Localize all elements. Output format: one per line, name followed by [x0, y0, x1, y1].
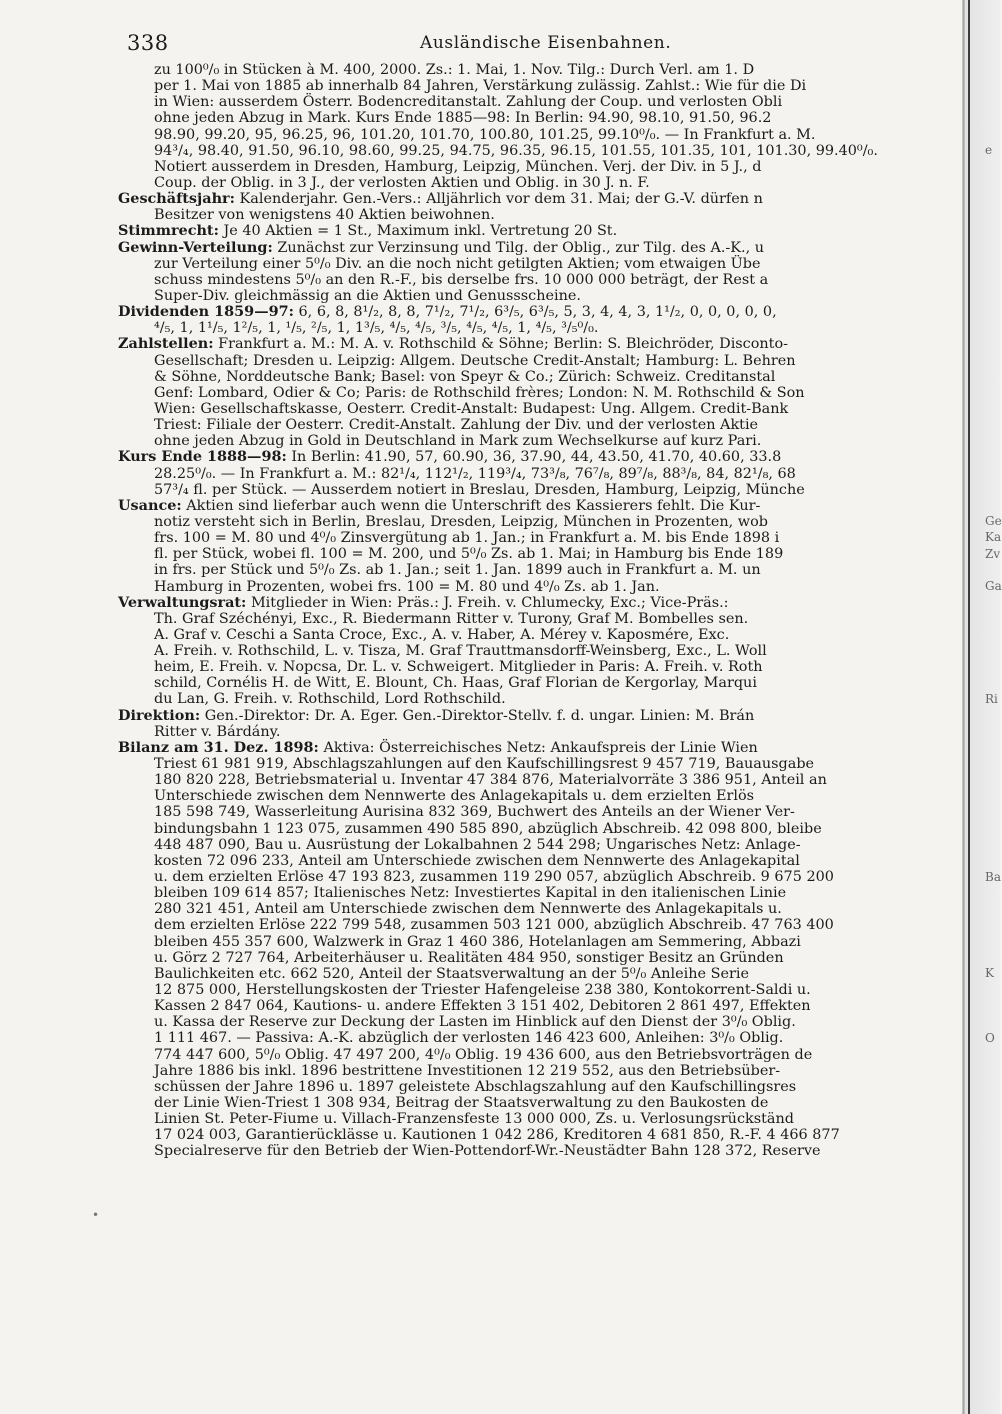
section-keyword: Kurs Ende 1888—98:	[118, 448, 287, 466]
line-text: 94³/₄, 98.40, 91.50, 96.10, 98.60, 99.25, 94.75, 96.35, 96.15, 101.55, 101.35, 101, 101.30, 99.40⁰/₀.	[154, 142, 878, 159]
text-line	[118, 385, 962, 401]
text-line	[118, 950, 962, 966]
text-line	[118, 804, 962, 820]
margin-fragment: O	[985, 1031, 995, 1045]
line-text: Aktiva: Österreichisches Netz: Ankaufspreis der Linie Wien	[318, 739, 758, 756]
line-text: 448 487 090, Bau u. Ausrüstung der Lokalbahnen 2 544 298; Ungarisches Netz: Anlage-	[154, 836, 801, 853]
text-line	[118, 595, 962, 611]
line-text: bleiben 109 614 857; Italienisches Netz: Investiertes Kapital in den italienischen Linie	[154, 885, 787, 902]
text-line	[118, 272, 962, 288]
line-text: Notiert ausserdem in Dresden, Hamburg, Leipzig, München. Verj. der Div. in 5 J., d	[154, 158, 762, 175]
section-keyword: Zahlstellen:	[118, 335, 214, 353]
line-text: Aktien sind lieferbar auch wenn die Unterschrift des Kassierers fehlt. Die Kur-	[181, 497, 761, 514]
margin-fragment: Ka	[985, 530, 1002, 545]
text-line	[118, 256, 962, 272]
text-line	[118, 482, 962, 498]
text-line	[118, 901, 962, 917]
text-line	[118, 433, 962, 449]
text-line	[118, 611, 962, 627]
line-text: schuss mindestens 5⁰/₀ an den R.-F., bis derselbe frs. 10 000 000 beträgt, der Rest a	[154, 271, 769, 288]
margin-fragment: e	[985, 142, 993, 157]
section-keyword: Gewinn-Verteilung:	[118, 238, 273, 256]
margin-fragment: Ba	[985, 869, 1001, 884]
text-line	[118, 240, 962, 256]
running-title: Ausländische Eisenbahnen.	[420, 33, 672, 53]
text-line	[118, 659, 962, 675]
line-text: ohne jeden Abzug in Gold in Deutschland in Mark zum Wechselkurse auf kurz Pari.	[154, 433, 762, 450]
line-text: ohne jeden Abzug in Mark. Kurs Ende 1885—98: In Berlin: 94.90, 98.10, 91.50, 96.2	[154, 110, 772, 127]
text-line	[118, 530, 962, 546]
text-line	[118, 772, 962, 788]
section-keyword: Bilanz am 31. Dez. 1898:	[118, 738, 319, 756]
text-line	[118, 1014, 962, 1030]
section-keyword: Stimmrecht:	[118, 222, 219, 240]
text-line	[118, 756, 962, 772]
line-text: & Söhne, Norddeutsche Bank; Basel: von Speyr & Co.; Zürich: Schweiz. Creditanstal	[154, 368, 776, 385]
line-text: Ritter v. Bárdány.	[154, 723, 281, 740]
text-line	[118, 417, 962, 433]
margin-fragment: K	[985, 966, 994, 981]
text-line	[118, 982, 962, 998]
line-text: Wien: Gesellschaftskasse, Oesterr. Credit-Anstalt: Budapest: Ung. Allgem. Credit-Bank	[154, 400, 789, 417]
text-line	[118, 788, 962, 804]
line-text: 774 447 600, 5⁰/₀ Oblig. 47 497 200, 4⁰/₀ Oblig. 19 436 600, aus den Betriebsvorträgen de	[154, 1046, 813, 1063]
text-line	[118, 546, 962, 562]
section-keyword: Usance:	[118, 496, 182, 514]
line-text: der Linie Wien-Triest 1 308 934, Beitrag der Staatsverwaltung zu den Baukosten de	[154, 1095, 769, 1111]
text-line	[118, 821, 962, 837]
text-line	[118, 191, 962, 207]
text-line	[118, 853, 962, 869]
text-line	[118, 869, 962, 885]
line-text: Genf: Lombard, Odier & Co; Paris: de Rothschild frères; London: N. M. Rothschild & Son	[154, 384, 805, 401]
line-text: per 1. Mai von 1885 ab innerhalb 84 Jahren, Verstärkung zulässig. Zahlst.: Wie für die Di	[154, 78, 807, 95]
book-gutter	[962, 0, 1000, 1414]
line-text: Gesellschaft; Dresden u. Leipzig: Allgem. Deutsche Credit-Anstalt; Hamburg: L. Behren	[154, 352, 796, 369]
text-line	[118, 740, 962, 756]
line-text: dem erzielten Erlöse 222 799 548, zusammen 503 121 000, abzüglich Abschreib. 47 763 400	[154, 917, 834, 934]
text-line	[118, 304, 962, 320]
line-text: heim, E. Freih. v. Nopcsa, Dr. L. v. Schweigert. Mitglieder in Paris: A. Freih. v. Roth	[154, 659, 763, 676]
text-line	[118, 917, 962, 933]
line-text: kosten 72 096 233, Anteil am Unterschiede zwischen dem Nennwerte des Anlagekapital	[154, 852, 800, 869]
text-line	[118, 1111, 962, 1127]
text-line	[118, 110, 962, 126]
line-text: Je 40 Aktien = 1 St., Maximum inkl. Vertretung 20 St.	[218, 223, 618, 240]
text-line	[118, 449, 962, 465]
text-line	[118, 62, 962, 78]
line-text: Triest: Filiale der Oesterr. Credit-Anstalt. Zahlung der Div. und der verlosten Aktie	[154, 417, 759, 434]
line-text: zu 100⁰/₀ in Stücken à M. 400, 2000. Zs.: 1. Mai, 1. Nov. Tilg.: Durch Verl. am 1. D	[154, 62, 755, 78]
line-text: 17 024 003, Garantierücklässe u. Kautionen 1 042 286, Kreditoren 4 681 850, R.-F. 4 466 877	[154, 1127, 840, 1144]
text-line	[118, 175, 962, 191]
line-text: zur Verteilung einer 5⁰/₀ Div. an die noch nicht getilgten Aktien; vom etwaigen Übe	[154, 255, 761, 272]
text-line	[118, 579, 962, 595]
line-text: 12 875 000, Herstellungskosten der Triester Hafengeleise 238 380, Kontokorrent-Saldi u.	[154, 982, 811, 999]
line-text: Kalenderjahr. Gen.-Vers.: Alljährlich vor dem 31. Mai; der G.-V. dürfen n	[234, 191, 763, 208]
text-line	[118, 724, 962, 740]
line-text: Besitzer von wenigstens 40 Aktien beiwohnen.	[154, 207, 495, 224]
line-text: bleiben 455 357 600, Walzwerk in Graz 1 460 386, Hotelanlagen am Semmering, Abbazi	[154, 933, 801, 950]
line-text: notiz versteht sich in Berlin, Breslau, Dresden, Leipzig, München in Prozenten, wob	[154, 513, 768, 530]
text-line	[118, 934, 962, 950]
line-text: schild, Cornélis H. de Witt, E. Blount, Ch. Haas, Graf Florian de Kergorlay, Marqui	[154, 675, 757, 692]
line-text: Kassen 2 847 064, Kautions- u. andere Effekten 3 151 402, Debitoren 2 861 497, Effekten	[154, 998, 811, 1015]
text-line	[118, 837, 962, 853]
line-text: Frankfurt a. M.: M. A. v. Rothschild & Söhne; Berlin: S. Bleichröder, Disconto-	[213, 336, 788, 353]
line-text: Jahre 1886 bis inkl. 1896 bestrittene Investitionen 12 219 552, aus den Betriebsüber-	[154, 1062, 781, 1079]
text-line	[118, 353, 962, 369]
line-text: 28.25⁰/₀. — In Frankfurt a. M.: 82¹/₄, 112¹/₂, 119³/₄, 73³/₈, 76⁷/₈, 89⁷/₈, 88³/₈, 84, 82¹/₈, 68	[154, 465, 796, 482]
line-text: fl. per Stück, wobei fl. 100 = M. 200, und 5⁰/₀ Zs. ab 1. Mai; in Hamburg bis Ende 189	[154, 546, 784, 563]
line-text: 185 598 749, Wasserleitung Aurisina 832 369, Buchwert des Anteils an der Wiener Ver-	[154, 804, 795, 821]
text-line	[118, 708, 962, 724]
text-line	[118, 498, 962, 514]
line-text: 98.90, 99.20, 95, 96.25, 96, 101.20, 101.70, 100.80, 101.25, 99.10⁰/₀. — In Frankfurt a. M.	[154, 126, 816, 143]
margin-fragment: Ga	[985, 578, 1002, 593]
line-text: A. Freih. v. Rothschild, L. v. Tisza, M. Graf Trauttmansdorff-Weinsberg, Exc., L. Woll	[154, 643, 767, 660]
text-line	[118, 643, 962, 659]
line-text: Gen.-Direktor: Dr. A. Eger. Gen.-Direktor-Stellv. f. d. ungar. Linien: M. Brán	[200, 707, 755, 724]
text-line	[118, 143, 962, 159]
line-text: bindungsbahn 1 123 075, zusammen 490 585 890, abzüglich Abschreib. 42 098 800, bleibe	[154, 820, 822, 837]
text-line	[118, 159, 962, 175]
line-text: Super-Div. gleichmässig an die Aktien und Genussscheine.	[154, 287, 581, 304]
line-text: Linien St. Peter-Fiume u. Villach-Franzensfeste 13 000 000, Zs. u. Verlosungsrückständ	[154, 1111, 794, 1128]
text-line	[118, 223, 962, 239]
line-text: Coup. der Oblig. in 3 J., der verlosten Aktien und Oblig. in 30 J. n. F.	[154, 174, 650, 191]
text-line	[118, 207, 962, 223]
text-line	[118, 94, 962, 110]
line-text: A. Graf v. Ceschi a Santa Croce, Exc., A. v. Haber, A. Mérey v. Kaposmére, Exc.	[154, 626, 730, 643]
line-text: ⁴/₅, 1, 1¹/₅, 1²/₅, 1, ¹/₅, ²/₅, 1, 1³/₅, ⁴/₅, ⁴/₅, ³/₅, ⁴/₅, ⁴/₅, 1, ⁴/₅, ³/₅⁰/₀.	[154, 320, 599, 337]
text-line	[118, 998, 962, 1014]
section-keyword: Geschäftsjahr:	[118, 190, 235, 208]
text-line	[118, 1127, 962, 1143]
section-keyword: Direktion:	[118, 706, 201, 724]
text-line	[118, 966, 962, 982]
text-line	[118, 127, 962, 143]
line-text: 57³/₄ fl. per Stück. — Ausserdem notiert in Breslau, Dresden, Hamburg, Leipzig, Münche	[154, 481, 805, 498]
line-text: in frs. per Stück und 5⁰/₀ Zs. ab 1. Jan.; seit 1. Jan. 1899 auch in Frankfurt a. M. un	[154, 562, 761, 579]
line-text: Mitglieder in Wien: Präs.: J. Freih. v. Chlumecky, Exc.; Vice-Präs.:	[246, 594, 729, 611]
text-line	[118, 1079, 962, 1095]
margin-fragment: Ge	[985, 514, 1002, 529]
line-text: Zunächst zur Verzinsung und Tilg. der Oblig., zur Tilg. des A.-K., u	[272, 239, 765, 256]
text-line	[118, 1143, 962, 1159]
text-line	[118, 885, 962, 901]
section-keyword: Dividenden 1859—97:	[118, 303, 294, 321]
margin-fragment: Ri	[985, 691, 998, 706]
line-text: frs. 100 = M. 80 und 4⁰/₀ Zinsvergütung ab 1. Jan.; in Frankfurt a. M. bis Ende 1898 i	[154, 530, 780, 547]
page-number: 338	[127, 31, 169, 55]
text-line	[118, 369, 962, 385]
text-line	[118, 562, 962, 578]
line-text: Specialreserve für den Betrieb der Wien-Pottendorf-Wr.-Neustädter Bahn 128 372, Reserve	[154, 1143, 821, 1160]
text-line	[118, 1095, 962, 1111]
text-line	[118, 675, 962, 691]
line-text: Triest 61 981 919, Abschlagszahlungen auf den Kaufschillingsrest 9 457 719, Bauausgabe	[154, 756, 815, 773]
text-line	[118, 691, 962, 707]
line-text: u. dem erzielten Erlöse 47 193 823, zusammen 119 290 057, abzüglich Abschreib. 9 675 200	[154, 869, 834, 886]
text-line	[118, 1030, 962, 1046]
line-text: 280 321 451, Anteil am Unterschiede zwischen dem Nennwerte des Anlagekapitals u.	[154, 901, 782, 918]
line-text: Th. Graf Széchényi, Exc., R. Biedermann Ritter v. Turony, Graf M. Bombelles sen.	[154, 610, 749, 627]
text-line	[118, 1063, 962, 1079]
line-text: 180 820 228, Betriebsmaterial u. Inventar 47 384 876, Materialvorräte 3 386 951, Anteil an	[154, 772, 827, 789]
line-text: u. Kassa der Reserve zur Deckung der Lasten im Hinblick auf den Dienst der 3⁰/₀ Oblig.	[154, 1014, 796, 1031]
text-line	[118, 1047, 962, 1063]
line-text: du Lan, G. Freih. v. Rothschild, Lord Rothschild.	[154, 691, 506, 708]
text-line	[118, 401, 962, 417]
line-text: 6, 6, 8, 8¹/₂, 8, 8, 7¹/₂, 7¹/₂, 6³/₅, 6³/₅, 5, 3, 4, 4, 3, 1¹/₂, 0, 0, 0, 0, 0,	[293, 304, 777, 321]
line-text: in Wien: ausserdem Österr. Bodencreditanstalt. Zahlung der Coup. und verlosten Obli	[154, 94, 783, 111]
line-text: Baulichkeiten etc. 662 520, Anteil der Staatsverwaltung an der 5⁰/₀ Anleihe Serie	[154, 965, 749, 982]
text-line	[118, 336, 962, 352]
line-text: 1 111 467. — Passiva: A.-K. abzüglich der verlosten 146 423 600, Anleihen: 3⁰/₀ Oblig.	[154, 1030, 784, 1047]
margin-fragment: Zv	[985, 546, 1001, 561]
text-line	[118, 78, 962, 94]
line-text: In Berlin: 41.90, 57, 60.90, 36, 37.90, 44, 43.50, 41.70, 40.60, 33.8	[286, 449, 782, 466]
text-line	[118, 514, 962, 530]
print-speck: •	[92, 1208, 100, 1222]
text-line	[118, 320, 962, 336]
section-keyword: Verwaltungsrat:	[118, 593, 247, 611]
page-body	[118, 62, 962, 1160]
text-line	[118, 288, 962, 304]
line-text: schüssen der Jahre 1896 u. 1897 geleistete Abschlagszahlung auf den Kaufschillingsres	[154, 1078, 797, 1095]
line-text: Hamburg in Prozenten, wobei frs. 100 = M. 80 und 4⁰/₀ Zs. ab 1. Jan.	[154, 578, 660, 595]
text-line	[118, 466, 962, 482]
line-text: u. Görz 2 727 764, Arbeiterhäuser u. Realitäten 484 950, sonstiger Besitz an Gründen	[154, 949, 784, 966]
text-line	[118, 627, 962, 643]
line-text: Unterschiede zwischen dem Nennwerte des Anlagekapitals u. dem erzielten Erlös	[154, 788, 755, 805]
